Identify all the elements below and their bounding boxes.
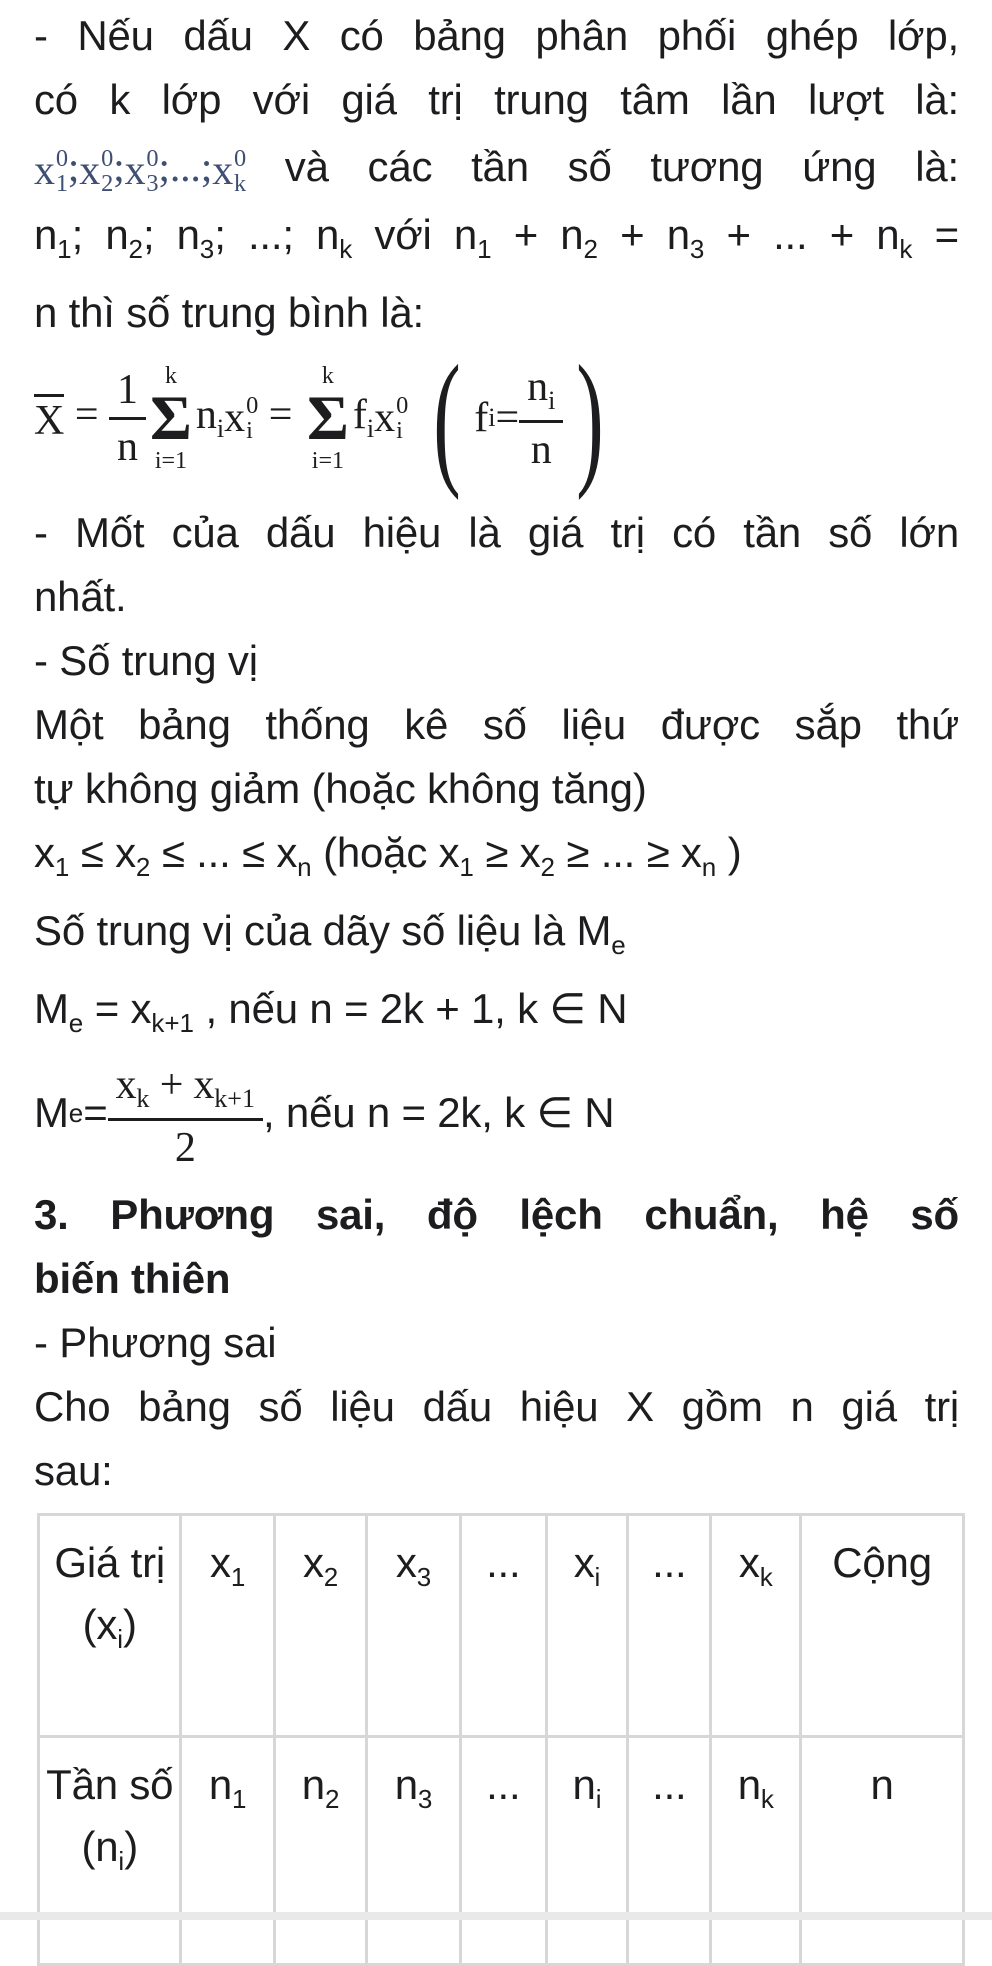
text: M (34, 985, 69, 1032)
text: tự không giảm (hoặc không tăng) (34, 765, 647, 812)
table-cell-r1c9 (801, 1515, 964, 1737)
table-cell-r2c8 (711, 1737, 801, 1965)
math-group (34, 144, 246, 198)
text: với n (352, 211, 478, 258)
text: n (95, 1823, 119, 1870)
subscript: k (136, 1083, 150, 1113)
text: f (352, 392, 367, 438)
subscript: 1 (232, 1784, 247, 1814)
subscript: e (611, 930, 626, 960)
text: ; n (71, 211, 129, 258)
table-cell-r1c3 (274, 1515, 367, 1737)
sub-sup-stack: x 0 3 (124, 144, 159, 198)
table-cell-r1c5 (460, 1515, 546, 1737)
line-median-title (34, 629, 959, 693)
line-mode-1 (34, 501, 959, 565)
math-group (34, 334, 615, 504)
overline-x: X (34, 394, 64, 442)
subscript: i (118, 1846, 125, 1876)
subscript: 2 (583, 234, 598, 264)
line-intro-4 (34, 203, 959, 281)
sub-sup-stack: x 0 1 (34, 144, 68, 198)
heading-3-1 (34, 1183, 959, 1247)
sub-sup-stack: x 0 k (212, 144, 246, 198)
text: = (258, 392, 303, 438)
table-row (39, 1737, 964, 1965)
subscript: k (759, 1562, 773, 1592)
text: ≥ x (473, 829, 541, 876)
subscript: 3 (417, 1784, 433, 1814)
line-median-4 (34, 899, 959, 977)
text: ) (123, 1601, 137, 1648)
frequency-table (37, 1513, 965, 1966)
text: x (210, 1539, 231, 1586)
line-intro-5 (34, 281, 959, 345)
text: - Số trung vị (34, 637, 258, 684)
subscript: i (366, 414, 375, 443)
table-cell-r1c1 (39, 1515, 181, 1737)
sub-sup-stack: x 0 i (224, 391, 259, 445)
subscript: k+1 (151, 1008, 194, 1038)
text: n (572, 1761, 596, 1808)
subscript: i (594, 1562, 601, 1592)
text: biến thiên (34, 1255, 231, 1302)
text: x (395, 1539, 417, 1586)
text: Tần số ( (46, 1761, 174, 1870)
subscript: 1 (54, 852, 70, 882)
text: - Mốt của dấu hiệu là giá trị có tần số lớn (34, 509, 959, 556)
line-mode-2 (34, 565, 959, 629)
text: + x (149, 1061, 215, 1108)
text: = (912, 211, 959, 258)
text: x (115, 1061, 137, 1108)
sigma-sum: k Σ i=1 (306, 362, 349, 474)
subscript: 2 (135, 852, 151, 882)
text: ... (486, 1761, 521, 1808)
math-group (108, 1055, 263, 1171)
subscript: 2 (540, 852, 555, 882)
text: Cộng (832, 1539, 932, 1586)
subscript: n (701, 852, 717, 882)
fraction (108, 1062, 263, 1171)
table-cell-r2c4 (367, 1737, 460, 1965)
text: ≤ ... ≤ x (150, 829, 298, 876)
text: ;...; (158, 145, 213, 191)
line-median-3 (34, 821, 959, 899)
text: n (208, 1761, 232, 1808)
subscript: k (760, 1784, 774, 1814)
line-median-1 (34, 693, 959, 757)
line-intro-1 (34, 4, 959, 68)
text: n (117, 423, 139, 470)
formula-mean (34, 334, 959, 501)
table-cell-r2c2 (181, 1737, 274, 1965)
text: n (301, 1761, 325, 1808)
text: M (34, 1089, 69, 1136)
sub-sup-stack: x 0 i (374, 391, 409, 445)
heading-3-2 (34, 1247, 959, 1311)
text: ... (652, 1539, 687, 1586)
text: = (64, 392, 110, 438)
text: n (527, 363, 549, 410)
fraction (519, 364, 563, 473)
subscript: 1 (477, 234, 492, 264)
text: , nếu n = 2k + 1, k ∈ N (194, 985, 628, 1032)
text: x (738, 1539, 760, 1586)
text: ; n (142, 211, 200, 258)
subscript: k (899, 234, 913, 264)
text: = x (83, 985, 152, 1032)
table-cell-r1c7 (628, 1515, 711, 1737)
text: n (737, 1761, 761, 1808)
table-cell-r2c5 (460, 1737, 546, 1965)
table-cell-r1c6 (546, 1515, 627, 1737)
subscript: e (68, 1008, 84, 1038)
text: n thì số trung bình là: (34, 289, 424, 336)
line-median-2 (34, 757, 959, 821)
text: x (573, 1539, 595, 1586)
text: x (96, 1601, 118, 1648)
text: ... (652, 1761, 687, 1808)
line-intro-3 (34, 132, 959, 203)
text: + n (491, 211, 584, 258)
table-cell-r2c3 (274, 1737, 367, 1965)
table-cell-r1c8 (711, 1515, 801, 1737)
subscript: i (488, 403, 496, 433)
subscript: 3 (199, 234, 215, 264)
text: Giá trị ( (54, 1539, 166, 1648)
subscript: i (595, 1784, 602, 1814)
fraction (109, 367, 146, 470)
sigma-sum: k Σ i=1 (150, 362, 192, 474)
subscript: 3 (689, 234, 705, 264)
line-median-5 (34, 1055, 959, 1171)
text: nhất. (34, 573, 127, 620)
table-cell-r2c1 (39, 1737, 181, 1965)
subscript: 1 (57, 234, 72, 264)
text: ... (486, 1539, 521, 1586)
text: x (34, 829, 55, 876)
subscript: 1 (230, 1562, 246, 1592)
text: , nếu n = 2k, k ∈ N (262, 1089, 615, 1136)
subscript: i (117, 1624, 124, 1654)
subscript: n (297, 852, 312, 882)
subscript: 2 (324, 1784, 340, 1814)
text: Một bảng thống kê số liệu được sắp thứ (34, 701, 959, 748)
line-variance-2 (34, 1375, 959, 1439)
subscript: 2 (128, 234, 143, 264)
text: + ... + n (704, 211, 900, 258)
table-cell-r2c7 (628, 1737, 711, 1965)
text: ; (113, 145, 125, 191)
text: Cho bảng số liệu dấu hiệu X gồm n giá trị (34, 1383, 959, 1430)
table-cell-r2c9 (801, 1737, 964, 1965)
subscript: k+1 (214, 1083, 255, 1113)
text: n (34, 211, 58, 258)
subscript: k (339, 234, 353, 264)
text: 2 (174, 1124, 196, 1171)
text: n (870, 1761, 894, 1808)
text: n (530, 426, 552, 473)
text: 3. Phương sai, độ lệch chuẩn, hệ số (34, 1191, 959, 1238)
subscript: i (216, 414, 225, 443)
table-row (39, 1515, 964, 1737)
table-cell-r1c4 (367, 1515, 460, 1737)
text: = (83, 1089, 108, 1136)
text: Số trung vị của dãy số liệu là M (34, 907, 612, 954)
text: ; ...; n (214, 211, 340, 258)
table-cell-r2c6 (546, 1737, 627, 1965)
table-cell-r1c2 (181, 1515, 274, 1737)
text: và các tần số tương ứng là: (246, 143, 959, 190)
bottom-strip (0, 1912, 992, 1920)
text: ; (67, 145, 80, 191)
sub-sup-stack: x 0 2 (79, 144, 114, 198)
line-variance-1 (34, 1311, 959, 1375)
subscript: 1 (459, 852, 474, 882)
big-parens: ( f i = $\frac{n_i}{n}$ ) (433, 334, 605, 501)
text: + n (597, 211, 690, 258)
text: n (195, 392, 217, 438)
line-variance-3 (34, 1439, 959, 1503)
text: ≤ x (69, 829, 136, 876)
text: ≥ ... ≥ x (554, 829, 702, 876)
subscript: e (68, 1098, 84, 1128)
subscript: 2 (323, 1562, 339, 1592)
text: n (394, 1761, 418, 1808)
text: f (474, 395, 489, 442)
text: - Nếu dấu X có bảng phân phối ghép lớp, (34, 12, 959, 59)
text: 1 (117, 366, 139, 413)
text: ) (716, 829, 742, 876)
text: có k lớp với giá trị trung tâm lần lượt là: (34, 76, 959, 123)
text: sau: (34, 1447, 113, 1494)
subscript: i (548, 385, 556, 415)
text: - Phương sai (34, 1319, 277, 1366)
text: ) (124, 1823, 138, 1870)
text: x (302, 1539, 324, 1586)
line-median-5a (34, 977, 959, 1055)
subscript: 3 (416, 1562, 432, 1592)
line-intro-2 (34, 68, 959, 132)
text: = (495, 395, 520, 442)
document-body (34, 4, 959, 1503)
text: (hoặc x (311, 829, 460, 876)
